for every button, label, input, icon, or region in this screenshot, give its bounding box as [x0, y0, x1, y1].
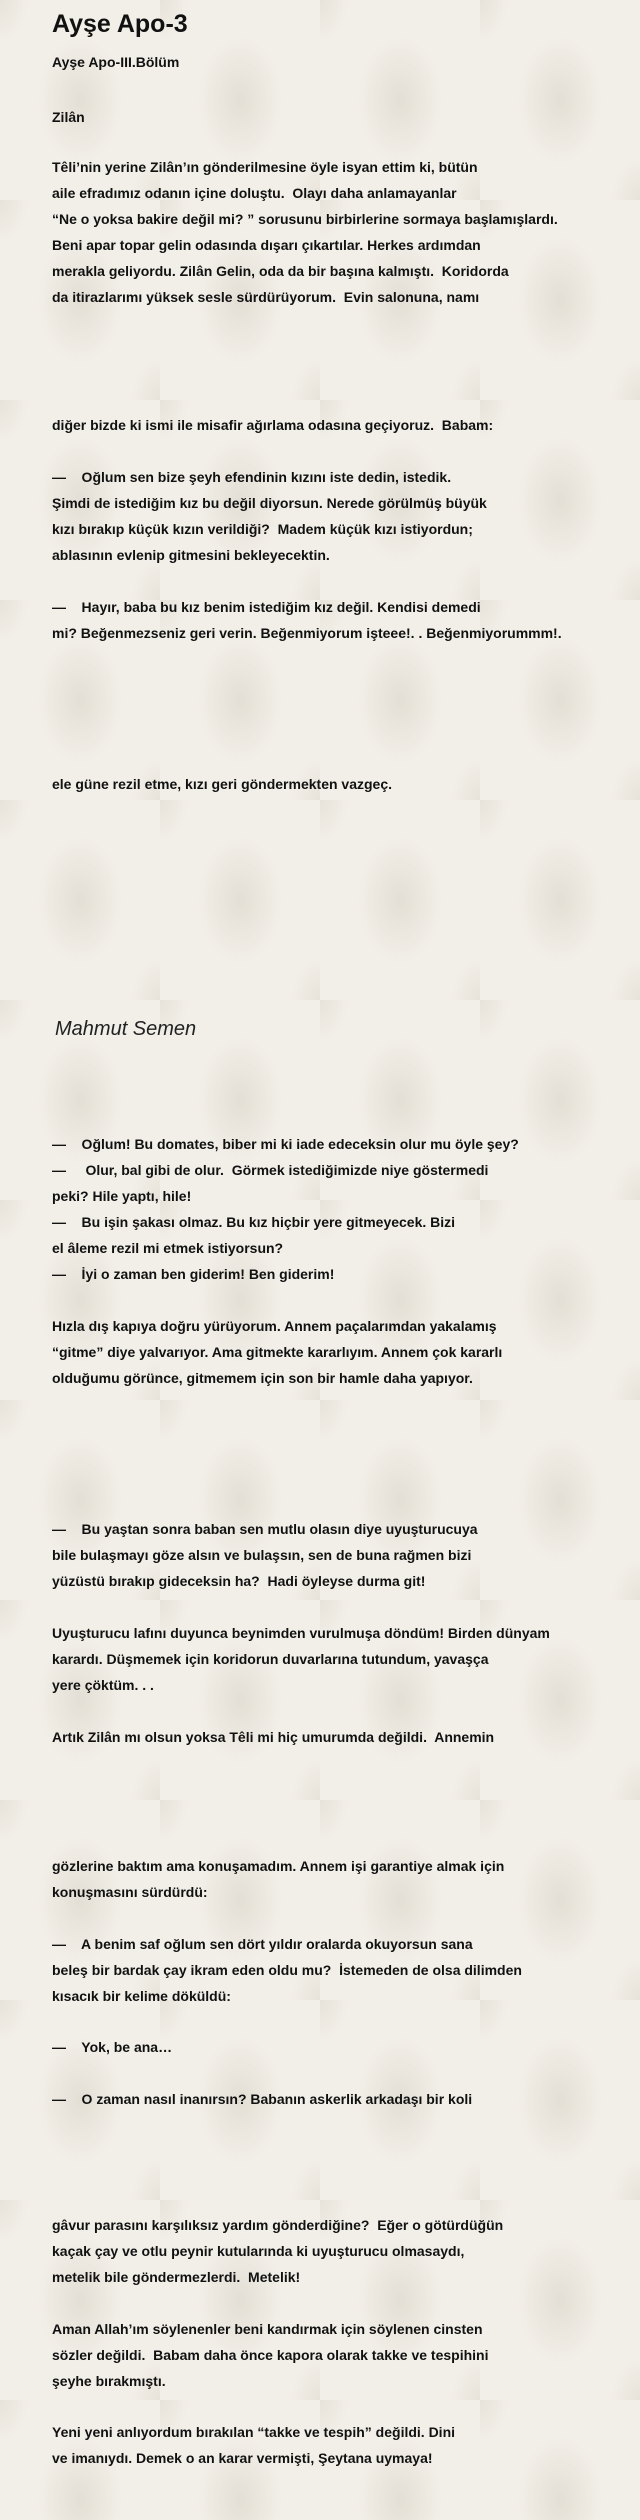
text-line: “Ne o yoksa bakire değil mi? ” sorusunu birbirlerine sormaya başlamışlardı.	[52, 211, 558, 227]
text-line: gâvur parasını karşılıksız yardım gönderdiğine? Eğer o götürdüğün	[52, 2217, 504, 2233]
page-title: Ayşe Apo-3	[52, 10, 188, 38]
text-line: diğer bizde ki ismi ile misafir ağırlama odasına geçiyoruz. Babam:	[52, 417, 494, 433]
text-line: peki? Hile yaptı, hile!	[52, 1188, 192, 1204]
paragraph	[52, 1724, 637, 1750]
text-line: Yeni yeni anlıyordum bırakılan “takke ve tespih” değildi. Dini	[52, 2424, 456, 2440]
text-line: — Olur, bal gibi de olur. Görmek istediğimizde niye göstermedi	[52, 1162, 489, 1178]
text-line: — İyi o zaman ben giderim! Ben giderim!	[52, 1266, 335, 1282]
text-line: kısacık bir kelime döküldü:	[52, 1988, 231, 2004]
text-line: — Bu yaştan sonra baban sen mutlu olasın diye uyuşturucuya	[52, 1521, 478, 1537]
text-line: Uyuşturucu lafını duyunca beynimden vurulmuşa döndüm! Birden dünyam	[52, 1625, 550, 1641]
paragraph	[52, 104, 637, 130]
text-line: Beni apar topar gelin odasında dışarı çıkartılar. Herkes ardımdan	[52, 237, 481, 253]
dialogue	[52, 2086, 637, 2112]
text-line: karardı. Düşmemek için koridorun duvarlarına tutundum, yavaşça	[52, 1651, 489, 1667]
dialogue	[52, 1931, 637, 2009]
text-line: — Yok, be ana…	[52, 2039, 173, 2055]
text-line: da itirazlarımı yüksek sesle sürdürüyorum. Evin salonuna, namı	[52, 289, 480, 305]
text-line: olduğumu görünce, gitmemem için son bir hamle daha yapıyor.	[52, 1370, 473, 1386]
text-line: mi? Beğenmezseniz geri verin. Beğenmiyorum işteee!. . Beğenmiyorummm!.	[52, 625, 562, 641]
paragraph	[52, 412, 637, 438]
text-line: ele güne rezil etme, kızı geri göndermekten vazgeç.	[52, 776, 393, 792]
text-line: konuşmasını sürdürdü:	[52, 1884, 208, 1900]
text-line: Zilân	[52, 109, 85, 125]
text-line: Şimdi de istediğim kız bu değil diyorsun. Nerede görülmüş büyük	[52, 495, 487, 511]
text-line: kızı bırakıp küçük kızın verildiği? Madem küçük kızı istiyordun;	[52, 521, 473, 537]
text-line: beleş bir bardak çay ikram eden oldu mu? İstemeden de olsa dilimden	[52, 1962, 522, 1978]
text-line: ablasının evlenip gitmesini bekleyecektin.	[52, 547, 330, 563]
text-line: sözler değildi. Babam daha önce kapora olarak takke ve tespihini	[52, 2347, 489, 2363]
text-line: Têli’nin yerine Zilân’ın gönderilmesine öyle isyan ettim ki, bütün	[52, 159, 478, 175]
text-line: — O zaman nasıl inanırsın? Babanın askerlik arkadaşı bir koli	[52, 2091, 473, 2107]
paragraph	[52, 2212, 637, 2290]
paragraph	[52, 154, 637, 310]
author-name: Mahmut Semen	[55, 1018, 197, 1040]
text-line: — Oğlum! Bu domates, biber mi ki iade edeceksin olur mu öyle şey?	[52, 1136, 519, 1152]
paragraph	[52, 1313, 637, 1391]
dialogue	[52, 2034, 637, 2060]
text-line: — Bu işin şakası olmaz. Bu kız hiçbir yere gitmeyecek. Bizi	[52, 1214, 456, 1230]
text-line: — Oğlum sen bize şeyh efendinin kızını iste dedin, istedik.	[52, 469, 452, 485]
text-line: Aman Allah’ım söylenenler beni kandırmak için söylenen cinsten	[52, 2321, 483, 2337]
text-line: kaçak çay ve otlu peynir kutularında ki uyuşturucu olmasaydı,	[52, 2243, 465, 2259]
text-line: aile efradımız odanın içine doluştu. Olayı daha anlamayanlar	[52, 185, 457, 201]
dialogue	[52, 1516, 637, 1594]
text-line: Hızla dış kapıya doğru yürüyorum. Annem paçalarımdan yakalamış	[52, 1318, 497, 1334]
text-line: — A benim saf oğlum sen dört yıldır oralarda okuyorsun sana	[52, 1936, 473, 1952]
text-line: — Hayır, baba bu kız benim istediğim kız değil. Kendisi demedi	[52, 599, 481, 615]
chapter-subtitle: Ayşe Apo-III.Bölüm	[52, 54, 180, 70]
text-line: gözlerine baktım ama konuşamadım. Annem işi garantiye almak için	[52, 1858, 505, 1874]
paragraph	[52, 2316, 637, 2394]
text-line: “gitme” diye yalvarıyor. Ama gitmekte kararlıyım. Annem çok kararlı	[52, 1344, 503, 1360]
text-line: el âleme rezil mi etmek istiyorsun?	[52, 1240, 284, 1256]
text-line: yere çöktüm. . .	[52, 1677, 154, 1693]
paragraph	[52, 1620, 637, 1698]
paragraph	[52, 2419, 637, 2471]
text-line: şeyhe bırakmıştı.	[52, 2373, 166, 2389]
paragraph	[52, 1853, 637, 1905]
paragraph	[52, 771, 637, 797]
dialogue	[52, 594, 637, 646]
text-line: Artık Zilân mı olsun yoksa Têli mi hiç umurumda değildi. Annemin	[52, 1729, 495, 1745]
text-line: merakla geliyordu. Zilân Gelin, oda da bir başına kalmıştı. Koridorda	[52, 263, 509, 279]
dialogue	[52, 464, 637, 568]
text-line: bile bulaşmayı göze alsın ve bulaşsın, sen de buna rağmen bizi	[52, 1547, 472, 1563]
text-line: metelik bile göndermezlerdi. Metelik!	[52, 2269, 301, 2285]
text-line: yüzüstü bırakıp gideceksin ha? Hadi öyleyse durma git!	[52, 1573, 426, 1589]
text-line: ve imanıydı. Demek o an karar vermişti, Şeytana uymaya!	[52, 2450, 433, 2466]
dialogue	[52, 1131, 637, 1287]
